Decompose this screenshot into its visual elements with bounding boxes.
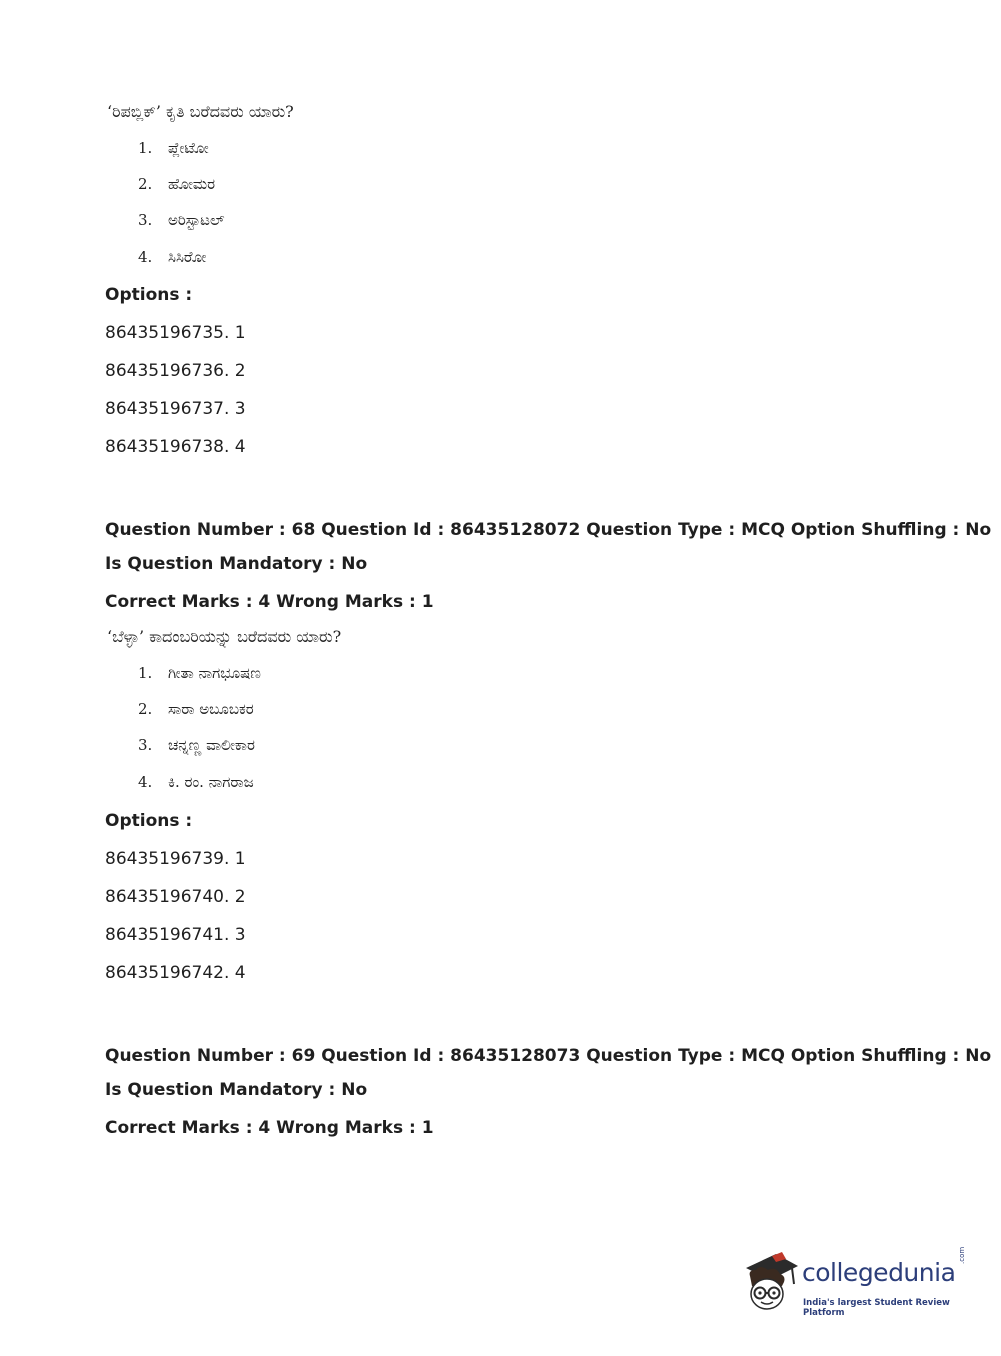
question-68-marks: Correct Marks : 4 Wrong Marks : 1 bbox=[105, 592, 434, 612]
question-68-choice-1: 1. ಗೀತಾ ನಾಗಭೂಷಣ bbox=[138, 664, 261, 682]
option-row: 86435196738. 4 bbox=[105, 437, 246, 457]
question-68-mandatory: Is Question Mandatory : No bbox=[105, 554, 368, 574]
option-row: 86435196739. 1 bbox=[105, 849, 246, 869]
option-row: 86435196736. 2 bbox=[105, 361, 246, 381]
question-69-marks: Correct Marks : 4 Wrong Marks : 1 bbox=[105, 1118, 434, 1138]
question-69-mandatory: Is Question Mandatory : No bbox=[105, 1080, 368, 1100]
logo-wordmark: collegedunia bbox=[802, 1258, 956, 1287]
option-row: 86435196742. 4 bbox=[105, 963, 246, 983]
question-67-choice-3: 3. ಅರಿಸ್ಟಾಟಲ್ bbox=[138, 211, 225, 229]
logo-tagline: India's largest Student Review Platform bbox=[803, 1298, 950, 1318]
logo-domain-suffix: .com bbox=[958, 1246, 966, 1264]
option-row: 86435196737. 3 bbox=[105, 399, 246, 419]
option-row: 86435196740. 2 bbox=[105, 887, 246, 907]
question-68-choice-2: 2. ಸಾರಾ ಅಬೂಬಕರ bbox=[138, 700, 254, 718]
question-68-header: Question Number : 68 Question Id : 86435128072 Question Type : MCQ Option Shuffling : No bbox=[105, 520, 992, 540]
options-label: Options : bbox=[105, 811, 193, 831]
option-row: 86435196735. 1 bbox=[105, 323, 246, 343]
question-68-choice-4: 4. ಕಿ. ರಂ. ನಾಗರಾಜ bbox=[138, 773, 254, 791]
question-69-header: Question Number : 69 Question Id : 86435128073 Question Type : MCQ Option Shuffling : No bbox=[105, 1046, 992, 1066]
question-67-choice-4: 4. ಸಿಸಿರೋ bbox=[138, 248, 207, 266]
collegedunia-logo bbox=[742, 1246, 972, 1320]
question-67-text: ‘ರಿಪಬ್ಲಿಕ್’ ಕೃತಿ ಬರೆದವರು ಯಾರು? bbox=[107, 102, 294, 121]
question-67-choice-1: 1. ಪ್ಲೇಟೋ bbox=[138, 139, 209, 157]
question-68-choice-3: 3. ಚನ್ನಣ್ಣ ವಾಲೀಕಾರ bbox=[138, 736, 255, 754]
question-67-choice-2: 2. ಹೋಮರ bbox=[138, 175, 216, 193]
student-mascot-icon bbox=[742, 1250, 800, 1312]
option-row: 86435196741. 3 bbox=[105, 925, 246, 945]
options-label: Options : bbox=[105, 285, 193, 305]
question-68-text: ‘ಬೆಳ್ಳಾ’ ಕಾದಂಬರಿಯನ್ನು ಬರೆದವರು ಯಾರು? bbox=[107, 627, 342, 646]
